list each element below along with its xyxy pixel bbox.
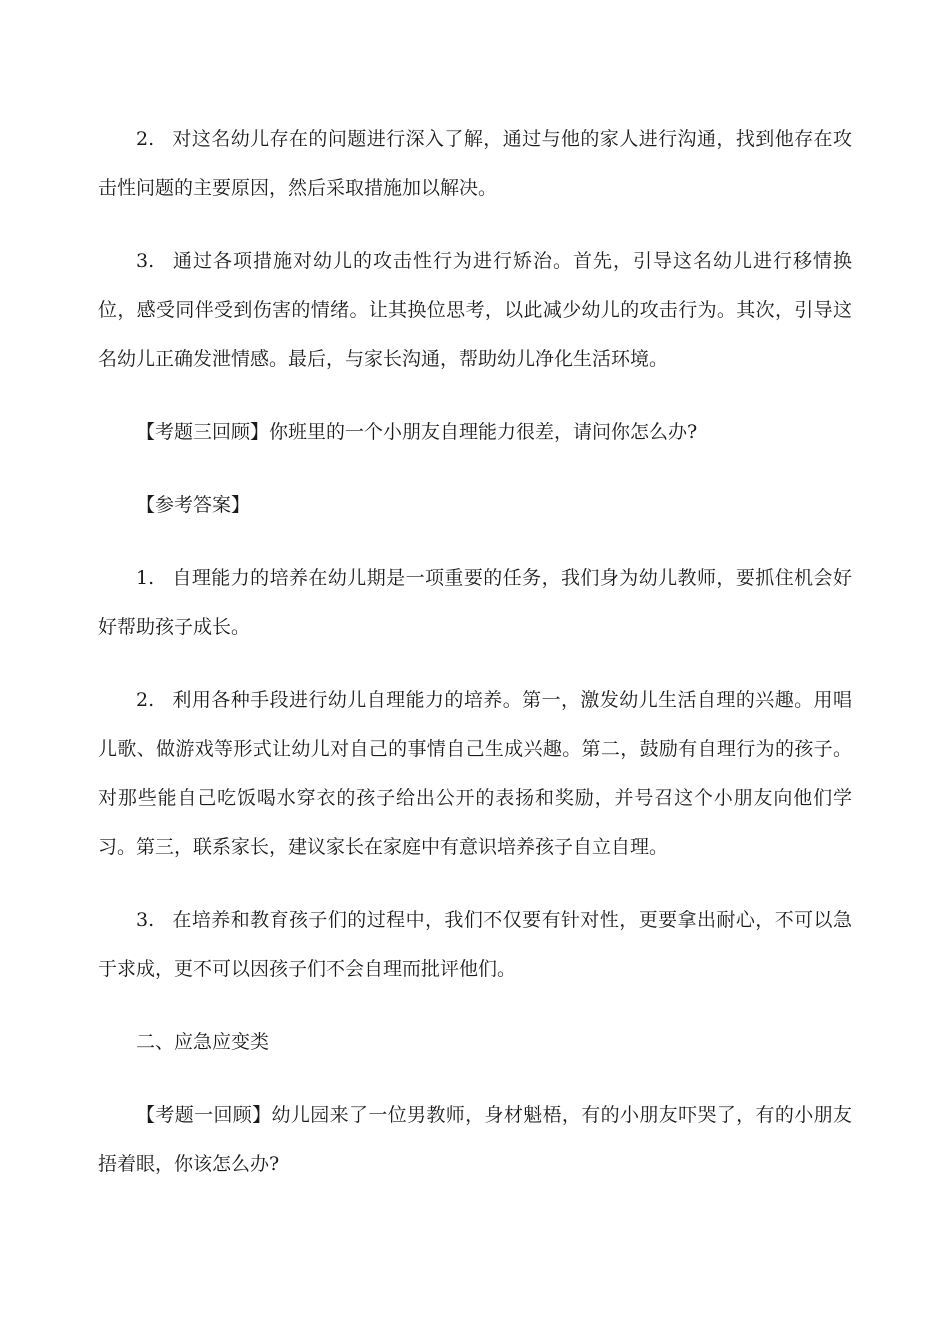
answer-item-3 [98, 896, 852, 994]
paragraph-text: 【参考答案】 [136, 494, 251, 516]
section-heading-emergency [98, 1018, 852, 1067]
answer-item-2 [98, 676, 852, 872]
paragraph-number: 1. [136, 567, 155, 589]
paragraph-text: 二、应急应变类 [136, 1031, 270, 1053]
paragraph-number: 3. [136, 250, 155, 272]
paragraph-item-3 [98, 237, 852, 384]
reference-answer-heading [98, 481, 852, 530]
question-three-heading [98, 408, 852, 457]
paragraph-text: 自理能力的培养在幼儿期是一项重要的任务，我们身为幼儿教师，要抓住机会好好帮助孩子成长。 [98, 567, 852, 638]
paragraph-text: 利用各种手段进行幼儿自理能力的培养。第一，激发幼儿生活自理的兴趣。用唱儿歌、做游戏等形式让幼儿对自己的事情自己生成兴趣。第二，鼓励有自理行为的孩子。对那些能自己吃饭喝水穿衣的孩子给出公开的表扬和奖励，并号召这个小朋友向他们学习。第三，联系家长，建议家长在家庭中有意识培养孩子自立自理。 [98, 689, 852, 858]
document-body [98, 115, 852, 1213]
paragraph-text: 【考题三回顾】你班里的一个小朋友自理能力很差，请问你怎么办? [136, 421, 698, 443]
paragraph-text: 对这名幼儿存在的问题进行深入了解，通过与他的家人进行沟通，找到他存在攻击性问题的主要原因，然后采取措施加以解决。 [98, 128, 852, 199]
paragraph-number: 2. [136, 128, 155, 150]
paragraph-item-2 [98, 115, 852, 213]
paragraph-number: 2. [136, 689, 155, 711]
paragraph-text: 在培养和教育孩子们的过程中，我们不仅要有针对性，更要拿出耐心，不可以急于求成，更不可以因孩子们不会自理而批评他们。 [98, 909, 852, 980]
paragraph-text: 【考题一回顾】幼儿园来了一位男教师，身材魁梧，有的小朋友吓哭了，有的小朋友捂着眼，你该怎么办? [98, 1104, 852, 1175]
paragraph-number: 3. [136, 909, 155, 931]
question-one-heading [98, 1091, 852, 1189]
answer-item-1 [98, 554, 852, 652]
paragraph-text: 通过各项措施对幼儿的攻击性行为进行矫治。首先，引导这名幼儿进行移情换位，感受同伴受到伤害的情绪。让其换位思考，以此减少幼儿的攻击行为。其次，引导这名幼儿正确发泄情感。最后，与家长沟通，帮助幼儿净化生活环境。 [98, 250, 852, 370]
